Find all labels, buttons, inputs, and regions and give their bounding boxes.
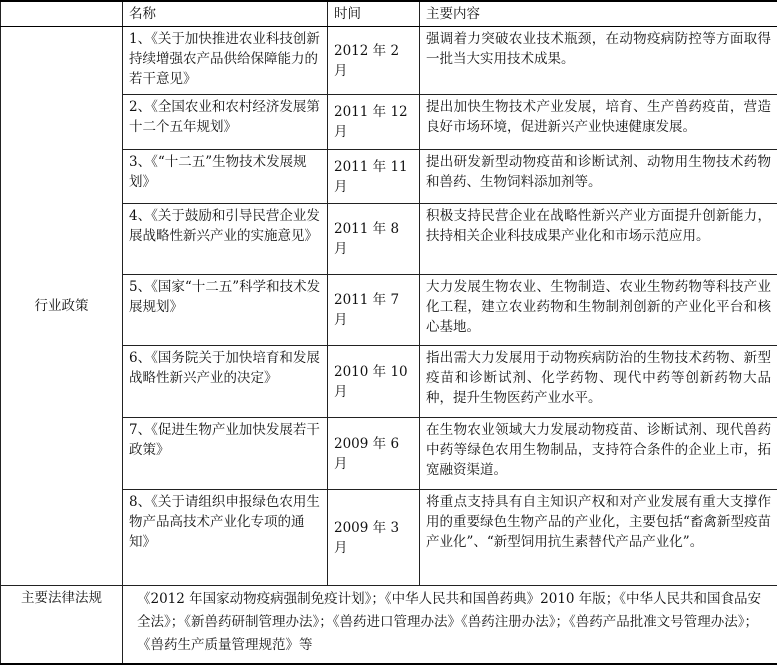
header-content: 主要内容 bbox=[420, 1, 777, 27]
policy-name: 6、《国务院关于加快培育和发展战略性新兴产业的决定》 bbox=[123, 346, 328, 418]
table-row bbox=[1, 27, 777, 95]
policy-content: 强调着力突破农业技术瓶颈，在动物疫病防控等方面取得一批当大实用技术成果。 bbox=[420, 27, 777, 95]
laws-row bbox=[1, 586, 777, 664]
laws-list: 《2012 年国家动物疫病强制免疫计划》；《中华人民共和国兽药典》2010 年版；《中华人民共和国食品安全法》；《新兽药研制管理办法》；《兽药进口管理办法》《兽药注册办法》；《兽药产品批准文号管理办法》；《兽药生产质量管理规范》等 bbox=[123, 586, 777, 664]
policy-content: 提出研发新型动物疫苗和诊断试剂、动物用生物技术药物和兽药、生物饲料添加剂等。 bbox=[420, 150, 777, 204]
policy-name: 1、《关于加快推进农业科技创新持续增强农产品供给保障能力的若干意见》 bbox=[123, 27, 328, 95]
policy-content: 大力发展生物农业、生物制造、农业生物药物等科技产业化工程，建立农业药物和生物制剂创新的产业化平台和核心基地。 bbox=[420, 275, 777, 346]
policy-content: 指出需大力发展用于动物疾病防治的生物技术药物、新型疫苗和诊断试剂、化学药物、现代中药等创新药物大品种，提升生物医药产业水平。 bbox=[420, 346, 777, 418]
policy-time: 2009 年 3 月 bbox=[328, 490, 420, 586]
policy-name: 5、《国家“十二五”科学和技术发展规划》 bbox=[123, 275, 328, 346]
policy-name: 3、《“十二五”生物技术发展规划》 bbox=[123, 150, 328, 204]
header-time: 时间 bbox=[328, 1, 420, 27]
policy-content: 将重点支持具有自主知识产权和对产业发展有重大支撑作用的重要绿色生物产品的产业化，主要包括“畜禽新型疫苗产业化”、“新型饲用抗生素替代产品产业化”。 bbox=[420, 490, 777, 586]
policy-time: 2009 年 6 月 bbox=[328, 418, 420, 490]
policy-time: 2012 年 2 月 bbox=[328, 27, 420, 95]
header-category bbox=[1, 1, 123, 27]
policy-name: 2、《全国农业和农村经济发展第十二个五年规划》 bbox=[123, 95, 328, 150]
policy-time: 2011 年 7 月 bbox=[328, 275, 420, 346]
policy-content: 在生物农业领域大力发展动物疫苗、诊断试剂、现代兽药中药等绿色农用生物制品，支持符合条件的企业上市，拓宽融资渠道。 bbox=[420, 418, 777, 490]
header-name: 名称 bbox=[123, 1, 328, 27]
category-industry-policy: 行业政策 bbox=[1, 27, 123, 586]
policy-time: 2011 年 12 月 bbox=[328, 95, 420, 150]
policy-time: 2010 年 10 月 bbox=[328, 346, 420, 418]
policy-name: 4、《关于鼓励和引导民营企业发展战略性新兴产业的实施意见》 bbox=[123, 204, 328, 275]
policy-time: 2011 年 11 月 bbox=[328, 150, 420, 204]
policy-name: 8、《关于请组织申报绿色农用生物产品高技术产业化专项的通知》 bbox=[123, 490, 328, 586]
policy-name: 7、《促进生物产业加快发展若干政策》 bbox=[123, 418, 328, 490]
policy-time: 2011 年 8 月 bbox=[328, 204, 420, 275]
policy-content: 提出加快生物技术产业发展，培育、生产兽药疫苗，营造良好市场环境，促进新兴产业快速健康发展。 bbox=[420, 95, 777, 150]
category-laws: 主要法律法规 bbox=[1, 586, 123, 664]
table-header-row bbox=[1, 1, 777, 27]
policy-content: 积极支持民营企业在战略性新兴产业方面提升创新能力，扶持相关企业科技成果产业化和市场示范应用。 bbox=[420, 204, 777, 275]
